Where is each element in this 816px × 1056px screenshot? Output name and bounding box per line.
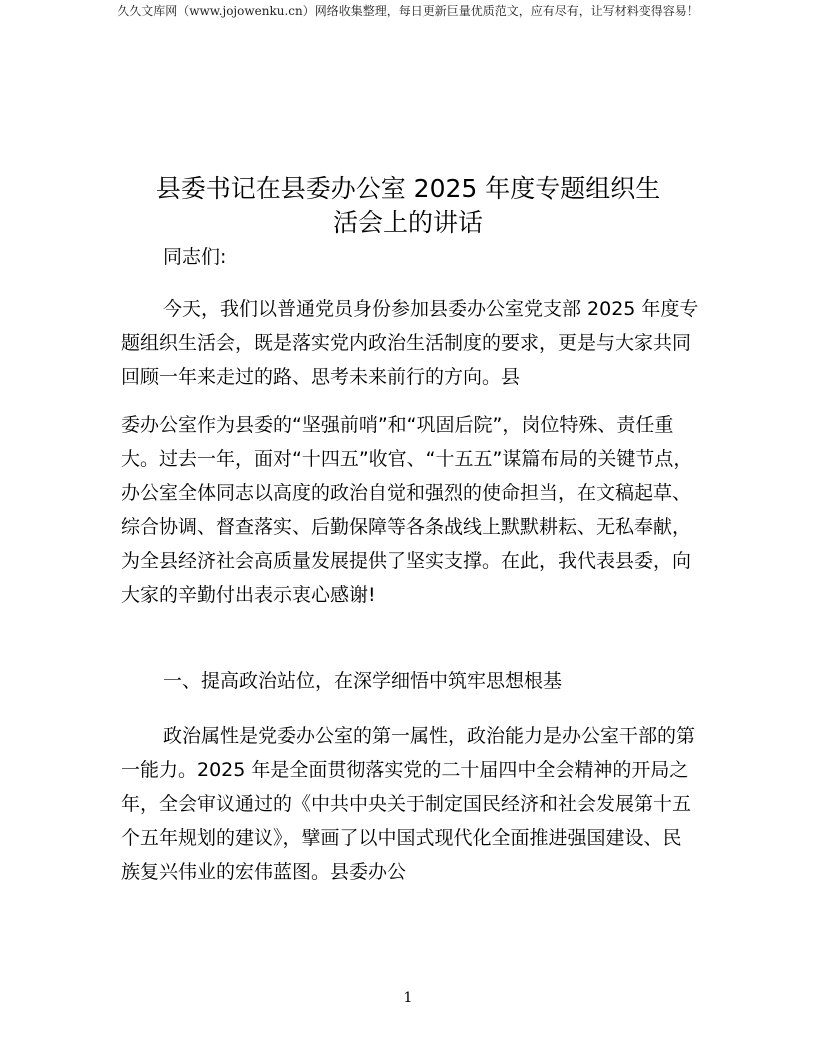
document-title xyxy=(100,172,716,240)
section-1-body: 政治属性是党委办公室的第一属性，政治能力是办公室干部的第一能力。2025 年是全面贯彻落实党的二十届四中全会精神的开局之年，全会审议通过的《中共中央关于制定国民经济和社会发展第十五个五年规划的建议》，擘画了以中国式现代化全面推进强国建设、民族复兴伟业的宏伟蓝图。县委办公 xyxy=(121,725,696,883)
title-line-2: 活会上的讲话 xyxy=(332,207,483,237)
page-number: 1 xyxy=(403,990,413,1006)
section-1-heading: 一、提高政治站位，在深学细悟中筑牢思想根基 xyxy=(163,670,563,692)
intro-paragraph-part-2: 委办公室作为县委的“坚强前哨”和“巩固后院”，岗位特殊、责任重大。过去一年，面对“十四五”收官、“十五五”谋篇布局的关键节点，办公室全体同志以高度的政治自觉和强烈的使命担当，在文稿起草、综合协调、督查落实、后勤保障等各条战线上默默耕耘、无私奉献，为全县经济社会高质量发展提供了坚实支撑。在此，我代表县委，向大家的辛勤付出表示衷心感谢! xyxy=(121,414,693,606)
source-watermark: 久久文库网（www.jojowenku.cn）网络收集整理，每日更新巨量优质范文，应有尽有，让写材料变得容易！ xyxy=(117,4,699,18)
intro-paragraph-part-1: 今天，我们以普通党员身份参加县委办公室党支部 2025 年度专题组织生活会，既是落实党内政治生活制度的要求，更是与大家共同回顾一年来走过的路、思考未来前行的方向。县 xyxy=(121,298,699,388)
salutation: 同志们: xyxy=(163,246,227,268)
title-line-1: 县委书记在县委办公室 2025 年度专题组织生 xyxy=(155,173,661,203)
